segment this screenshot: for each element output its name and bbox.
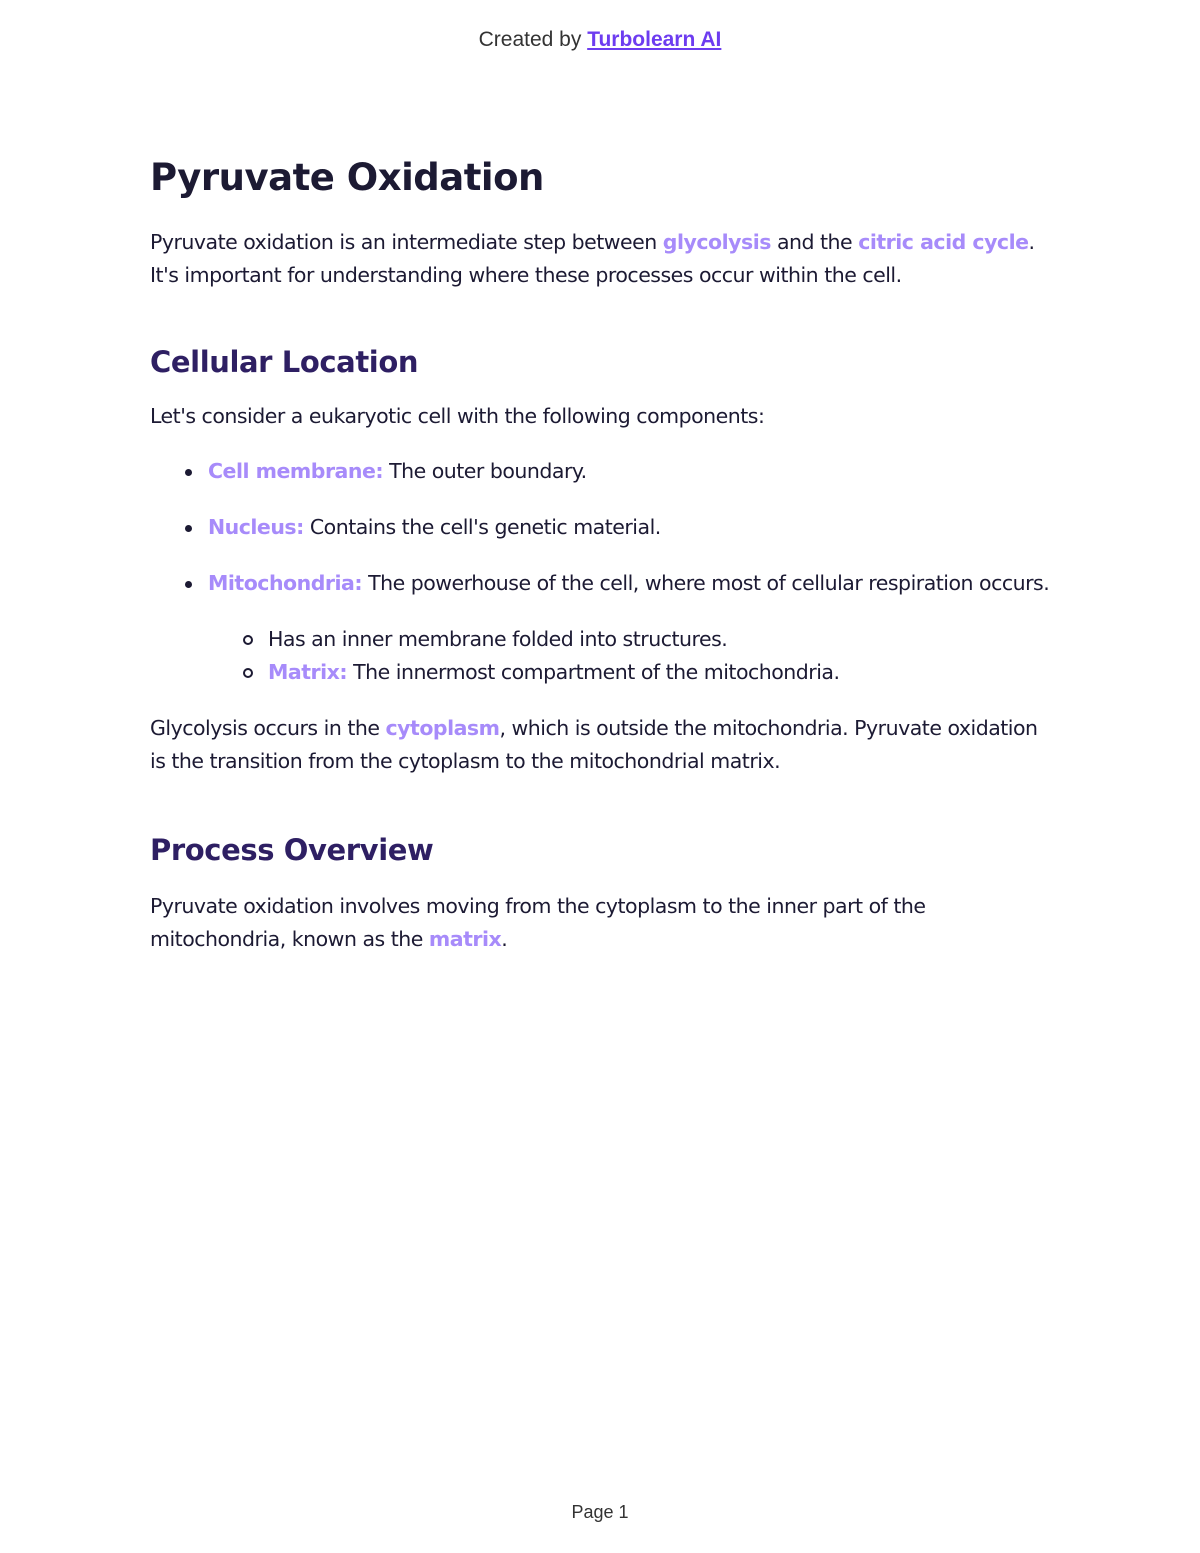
sublist-text: Has an inner membrane folded into structures. xyxy=(268,627,728,651)
sublist-term: Matrix: xyxy=(268,660,348,684)
term-cytoplasm: cytoplasm xyxy=(385,716,500,740)
list-term: Cell membrane: xyxy=(208,459,384,483)
list-item-nucleus xyxy=(208,511,1050,544)
intro-text-3: . It's important for understanding where these processes occur within the cell. xyxy=(150,230,1035,287)
list-term: Mitochondria: xyxy=(208,571,363,595)
list-desc: Contains the cell's genetic material. xyxy=(303,515,661,539)
section-heading-process-overview: Process Overview xyxy=(150,833,434,867)
bullet-icon xyxy=(185,469,192,476)
term-glycolysis: glycolysis xyxy=(662,230,771,254)
sublist-item-inner-membrane xyxy=(268,623,1050,656)
intro-text-2: and the xyxy=(770,230,859,254)
term-citric-acid-cycle: citric acid cycle xyxy=(858,230,1029,254)
bullet-icon xyxy=(185,525,192,532)
process-text-1: Pyruvate oxidation involves moving from the cytoplasm to the inner part of the mitochondria, known as the xyxy=(150,894,926,951)
list-desc: The outer boundary. xyxy=(383,459,587,483)
sublist-item-matrix xyxy=(268,656,1050,689)
process-paragraph xyxy=(150,890,1050,956)
document-body xyxy=(150,150,1050,956)
intro-text-1: Pyruvate oxidation is an intermediate step between xyxy=(150,230,663,254)
list-item-mitochondria xyxy=(208,567,1050,689)
circle-bullet-icon xyxy=(243,635,253,645)
page-header xyxy=(0,28,1200,52)
glycolysis-paragraph xyxy=(150,712,1050,778)
closing-text-1: Glycolysis occurs in the xyxy=(150,716,386,740)
list-item-cell-membrane xyxy=(208,455,1050,488)
page-title: Pyruvate Oxidation xyxy=(150,156,544,199)
sublist-desc: The innermost compartment of the mitochondria. xyxy=(347,660,840,684)
term-matrix: matrix xyxy=(428,927,502,951)
closing-text-2: , which is outside the mitochondria. Pyruvate oxidation is the transition from the cytoplasm to the mitochondrial matrix. xyxy=(150,716,1038,773)
turbolearn-link[interactable]: Turbolearn AI xyxy=(587,28,722,51)
list-desc: The powerhouse of the cell, where most of cellular respiration occurs. xyxy=(362,571,1050,595)
bullet-icon xyxy=(185,581,192,588)
components-list xyxy=(150,455,1050,689)
header-prefix: Created by xyxy=(478,28,588,51)
process-text-2: . xyxy=(501,927,508,951)
list-term: Nucleus: xyxy=(208,515,304,539)
circle-bullet-icon xyxy=(243,668,253,678)
section1-intro: Let's consider a eukaryotic cell with the following components: xyxy=(150,404,765,428)
page-number: Page 1 xyxy=(571,1502,629,1522)
section-heading-cellular-location: Cellular Location xyxy=(150,345,419,379)
intro-paragraph xyxy=(150,226,1050,292)
mitochondria-sublist xyxy=(208,623,1050,689)
